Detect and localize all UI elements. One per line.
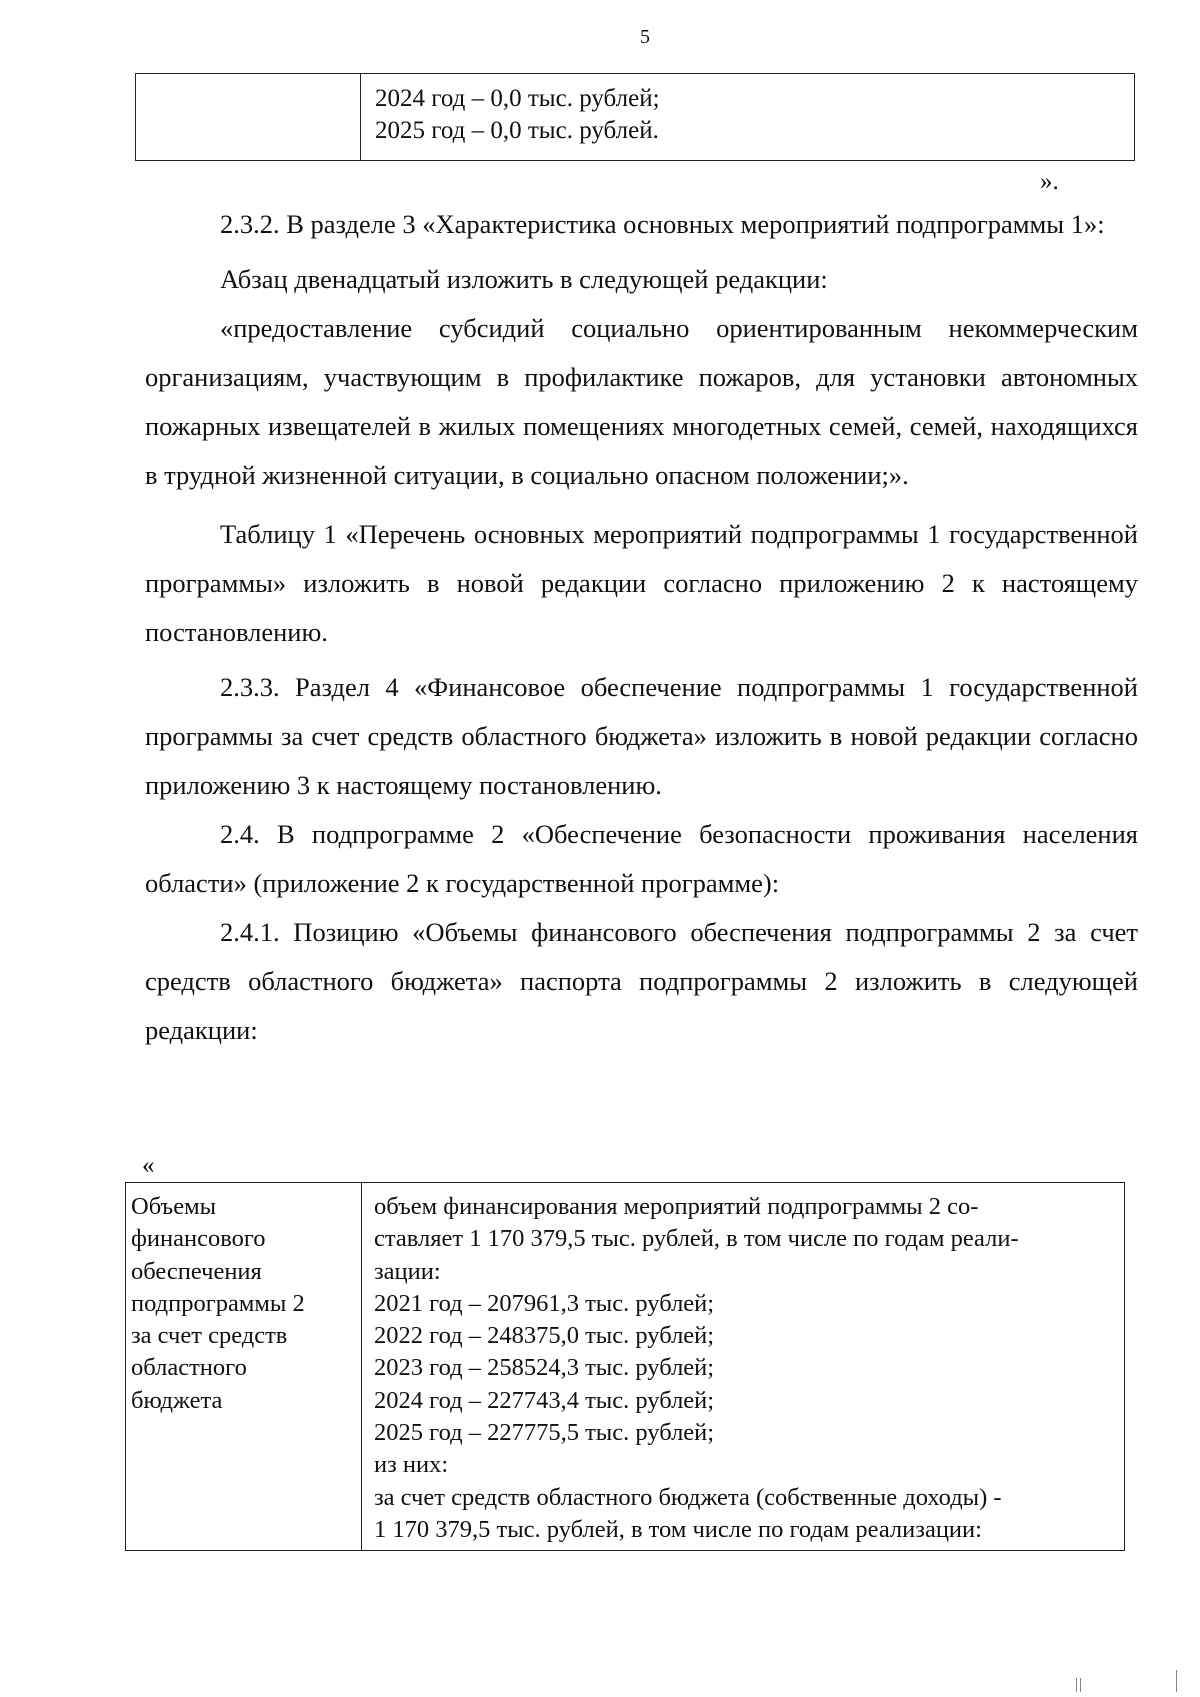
funding-line: 2025 год – 227775,5 тыс. рублей; xyxy=(374,1419,715,1447)
funding-line: из них: xyxy=(374,1451,449,1479)
paragraph-2-3-3: 2.3.3. Раздел 4 «Финансовое обеспечение подпрограммы 1 государственной программы за счет средств областного бюджета» изложить в новой редакции согласно приложению 3 к настоящему постановлению. xyxy=(145,672,1138,800)
title-line: подпрограммы 2 xyxy=(131,1289,305,1317)
title-line: бюджета xyxy=(131,1386,223,1414)
year-line: 2025 год – 0,0 тыс. рублей. xyxy=(375,117,659,144)
funding-table-continuation xyxy=(135,73,1135,161)
scan-artifact xyxy=(1176,1670,1177,1692)
title-line: областного xyxy=(131,1354,247,1382)
table-cell-empty xyxy=(136,74,361,161)
paragraph-2-3-2: 2.3.2. В разделе 3 «Характеристика основных мероприятий подпрограммы 1»: xyxy=(220,209,1105,239)
table-cell-funding xyxy=(362,1183,1125,1551)
funding-line: 2022 год – 248375,0 тыс. рублей; xyxy=(374,1322,715,1350)
funding-line: 1 170 379,5 тыс. рублей, в том числе по годам реализации: xyxy=(374,1515,982,1543)
funding-line: 2021 год – 207961,3 тыс. рублей; xyxy=(374,1289,715,1317)
title-line: Объемы xyxy=(131,1193,217,1220)
table-cell-years xyxy=(361,74,1135,161)
table-cell-title xyxy=(126,1183,362,1551)
paragraph-table-1: Таблицу 1 «Перечень основных мероприятий подпрограммы 1 государственной программы» изложить в новой редакции согласно приложению 2 к настоящему постановлению. xyxy=(145,519,1138,647)
paragraph-2-4: 2.4. В подпрограмме 2 «Обеспечение безопасности проживания населения области» (приложение 2 к государственной программе): xyxy=(145,819,1138,898)
paragraph-2-4-1: 2.4.1. Позицию «Объемы финансового обеспечения подпрограммы 2 за счет средств областного бюджета» паспорта подпрограммы 2 изложить в следующей редакции: xyxy=(145,917,1138,1045)
scan-artifact xyxy=(1080,1678,1081,1692)
document-body xyxy=(145,200,1138,1055)
funding-table xyxy=(125,1182,1125,1551)
closing-quote: ». xyxy=(1040,168,1059,195)
funding-line: за счет средств областного бюджета (собственные доходы) - xyxy=(374,1483,1002,1511)
funding-line: 2023 год – 258524,3 тыс. рублей; xyxy=(374,1354,715,1382)
funding-line: 2024 год – 227743,4 тыс. рублей; xyxy=(374,1386,715,1414)
open-quote: « xyxy=(142,1152,155,1179)
title-line: за счет средств xyxy=(131,1322,288,1350)
paragraph-abzac: Абзац двенадцатый изложить в следующей редакции: xyxy=(220,264,828,294)
year-line: 2024 год – 0,0 тыс. рублей; xyxy=(375,85,660,112)
page-number: 5 xyxy=(640,26,650,48)
funding-line: ставляет 1 170 379,5 тыс. рублей, в том числе по годам реали- xyxy=(374,1225,1019,1253)
title-line: финансового xyxy=(131,1225,266,1253)
title-line: обеспечения xyxy=(131,1257,262,1285)
scan-artifact xyxy=(1076,1678,1077,1692)
funding-line: объем финансирования мероприятий подпрограммы 2 со- xyxy=(374,1193,979,1220)
funding-line: зации: xyxy=(374,1257,441,1285)
paragraph-quote: «предоставление субсидий социально ориентированным некоммерческим организациям, участвующим в профилактике пожаров, для установки автономных пожарных извещателей в жилых помещениях многодетных семей, семей, находящихся в трудной жизненной ситуации, в социально опасном положении;». xyxy=(145,313,1138,490)
